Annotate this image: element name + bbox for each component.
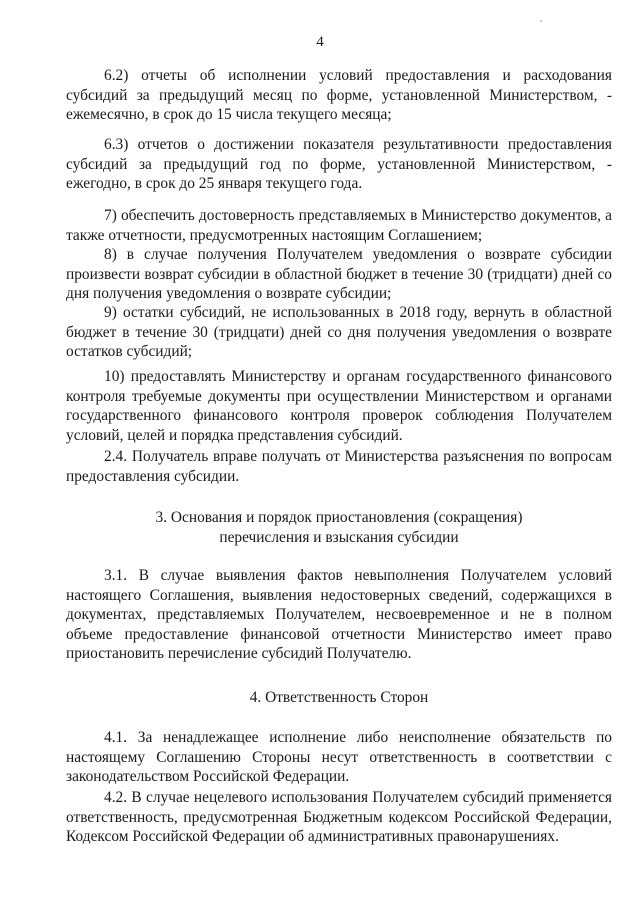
paragraph-text: 6.2) отчеты об исполнении условий предоставления и расходования субсидий за предыдущий месяц по форме, установленной Министерством, - ежемесячно, в срок до 15 числа текущего месяца; — [66, 67, 612, 123]
paragraph-text: 2.4. Получатель вправе получать от Министерства разъяснения по вопросам предоставления субсидии. — [66, 448, 612, 485]
paragraph-9 — [66, 303, 612, 362]
paragraph-6-2 — [66, 66, 612, 125]
paragraph-2-4 — [66, 447, 612, 486]
heading-line-2: перечисления и взыскания субсидии — [219, 529, 459, 546]
paragraph-text: 10) предоставлять Министерству и органам государственного финансового контроля требуемые документы при осуществлении Министерством и органами государственного финансового контроля проверок соблюдения Получателем условий, целей и порядка представления субсидий. — [66, 368, 612, 444]
paragraph-4-2 — [66, 788, 612, 847]
scan-speck — [540, 20, 542, 22]
section-4-heading — [66, 688, 612, 708]
paragraph-10 — [66, 367, 612, 445]
paragraph-text: 8) в случае получения Получателем уведомления о возврате субсидии произвести возврат субсидии в областной бюджет в течение 30 (тридцати) дней со дня получения уведомления о возврате субсидии; — [66, 246, 612, 302]
heading-line-1: 3. Основания и порядок приостановления (сокращения) — [155, 509, 523, 526]
page-number: 4 — [316, 34, 324, 50]
paragraph-7 — [66, 206, 612, 245]
heading-line: 4. Ответственность Сторон — [249, 689, 429, 706]
paragraph-3-1 — [66, 566, 612, 664]
paragraph-8 — [66, 245, 612, 304]
paragraph-text: 4.2. В случае нецелевого использования Получателем субсидий применяется ответственность, предусмотренная Бюджетным кодексом Российской Федерации, Кодексом Российской Федерации об административных правонарушениях. — [66, 789, 612, 845]
paragraph-text: 4.1. За ненадлежащее исполнение либо неисполнение обязательств по настоящему Соглашению Стороны несут ответственность в соответствии с законодательством Российской Федерации. — [66, 729, 612, 785]
paragraph-4-1 — [66, 728, 612, 787]
paragraph-text: 7) обеспечить достоверность представляемых в Министерство документов, а также отчетности, предусмотренных настоящим Соглашением; — [66, 207, 612, 244]
section-3-heading — [66, 508, 612, 548]
paragraph-text: 6.3) отчетов о достижении показателя результативности предоставления субсидий за предыдущий год по форме, установленной Министерством, - ежегодно, в срок до 25 января текущего года. — [66, 136, 612, 192]
paragraph-6-3 — [66, 135, 612, 194]
paragraph-text: 9) остатки субсидий, не использованных в 2018 году, вернуть в областной бюджет в течение 30 (тридцати) дней со дня получения уведомления о возврате остатков субсидий; — [66, 304, 612, 360]
paragraph-text: 3.1. В случае выявления фактов невыполнения Получателем условий настоящего Соглашения, выявления недостоверных сведений, содержащихся в документах, представляемых Получателем, несвоевременное и не в полном объеме предоставление финансовой отчетности Министерство имеет право приостановить перечисление субсидий Получателю. — [66, 567, 612, 662]
